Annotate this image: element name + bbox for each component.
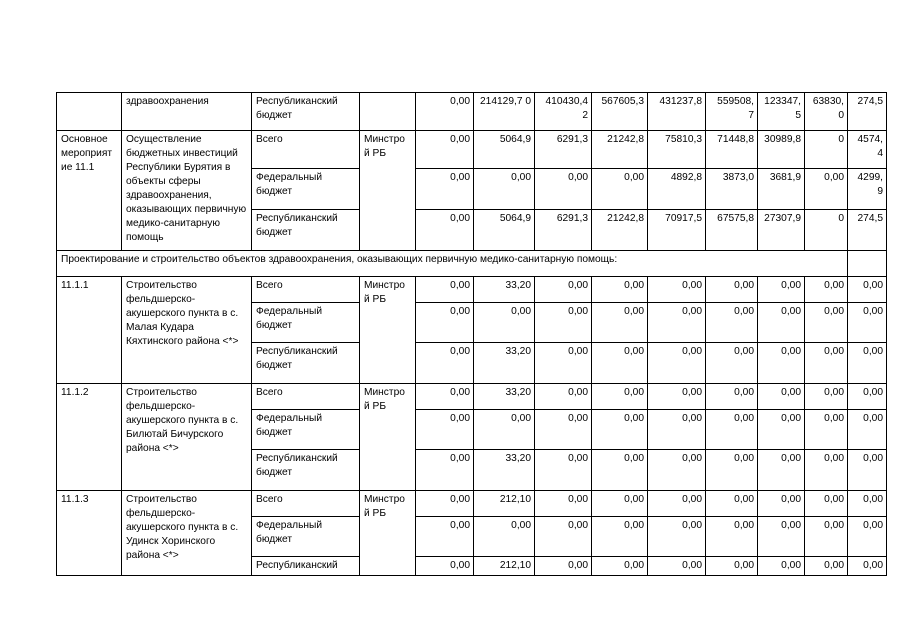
- value-cell: 4574, 4: [848, 131, 887, 169]
- budget-table: [56, 92, 887, 576]
- value-cell: 0,00: [805, 343, 848, 384]
- value-cell: 0,00: [416, 277, 474, 303]
- value-cell: 71448,8: [706, 131, 758, 169]
- value-cell: 0,00: [535, 384, 592, 410]
- value-cell: 0,00: [592, 277, 648, 303]
- org-cell: Минстро й РБ: [360, 277, 416, 384]
- value-cell: 6291,3: [535, 210, 592, 251]
- source-cell: Республиканский бюджет: [252, 93, 360, 131]
- table-row: [57, 251, 887, 277]
- value-cell: 0,00: [758, 450, 805, 491]
- value-cell: 33,20: [474, 450, 535, 491]
- value-cell: 0,00: [592, 450, 648, 491]
- section-title: Проектирование и строительство объектов здравоохранения, оказывающих первичную медико-санитарную помощь:: [57, 251, 848, 277]
- value-cell: 0,00: [648, 557, 706, 576]
- value-cell: 0,00: [535, 169, 592, 210]
- value-cell: 0,00: [416, 303, 474, 343]
- value-cell: 0,00: [805, 169, 848, 210]
- value-cell: 431237,8: [648, 93, 706, 131]
- table-row: [57, 131, 887, 169]
- value-cell: 0,00: [848, 517, 887, 557]
- value-cell: 0,00: [758, 410, 805, 450]
- value-cell: 0,00: [848, 343, 887, 384]
- value-cell: 0,00: [648, 450, 706, 491]
- value-cell: 0,00: [706, 410, 758, 450]
- value-cell: 27307,9: [758, 210, 805, 251]
- value-cell: 0,00: [805, 277, 848, 303]
- value-cell: 33,20: [474, 277, 535, 303]
- name-cell: Осуществление бюджетных инвестиций Республики Бурятия в объекты сферы здравоохранения, оказывающих первичную медико-санитарную помощь: [122, 131, 252, 251]
- value-cell: 0,00: [535, 557, 592, 576]
- value-cell: 0,00: [758, 557, 805, 576]
- value-cell: 0,00: [592, 517, 648, 557]
- value-cell: 0,00: [416, 557, 474, 576]
- value-cell: 0,00: [592, 169, 648, 210]
- value-cell: 0,00: [848, 303, 887, 343]
- value-cell: 0,00: [592, 303, 648, 343]
- value-cell: 0,00: [648, 384, 706, 410]
- value-cell: 0,00: [805, 450, 848, 491]
- value-cell: 4299, 9: [848, 169, 887, 210]
- source-cell: Федеральный бюджет: [252, 169, 360, 210]
- value-cell: 0,00: [474, 303, 535, 343]
- org-cell: Минстро й РБ: [360, 384, 416, 491]
- table-row: [57, 384, 887, 410]
- value-cell: 0,00: [648, 343, 706, 384]
- value-cell: 75810,3: [648, 131, 706, 169]
- value-cell: 274,5: [848, 93, 887, 131]
- value-cell: 0,00: [474, 410, 535, 450]
- value-cell: 21242,8: [592, 210, 648, 251]
- value-cell: 0,00: [805, 410, 848, 450]
- source-cell: Федеральный бюджет: [252, 517, 360, 557]
- value-cell: 0,00: [592, 491, 648, 517]
- value-cell: 0,00: [706, 557, 758, 576]
- value-cell: 21242,8: [592, 131, 648, 169]
- value-cell: 0: [805, 131, 848, 169]
- value-cell: 0,00: [416, 517, 474, 557]
- value-cell: 0,00: [706, 277, 758, 303]
- value-cell: 5064,9: [474, 131, 535, 169]
- value-cell: 0,00: [758, 303, 805, 343]
- table-row: [57, 491, 887, 517]
- value-cell: 0,00: [535, 410, 592, 450]
- value-cell: 123347, 5: [758, 93, 805, 131]
- value-cell: 214129,7 0: [474, 93, 535, 131]
- value-cell: 63830,0: [805, 93, 848, 131]
- source-cell: Всего: [252, 277, 360, 303]
- value-cell: 567605,3: [592, 93, 648, 131]
- value-cell: 0,00: [648, 303, 706, 343]
- value-cell: 0,00: [535, 343, 592, 384]
- table-row: [57, 93, 887, 131]
- value-cell: 0,00: [706, 384, 758, 410]
- value-cell: 0,00: [648, 491, 706, 517]
- value-cell: 0,00: [592, 557, 648, 576]
- source-cell: Республиканский бюджет: [252, 343, 360, 384]
- value-cell: 0,00: [535, 303, 592, 343]
- value-cell: 0,00: [758, 384, 805, 410]
- value-cell: 4892,8: [648, 169, 706, 210]
- value-cell: 0,00: [592, 343, 648, 384]
- source-cell: Федеральный бюджет: [252, 410, 360, 450]
- code-cell: 11.1.3: [57, 491, 122, 576]
- budget-table-body: [57, 93, 887, 576]
- code-cell: 11.1.2: [57, 384, 122, 491]
- value-cell: 0,00: [848, 410, 887, 450]
- code-cell: 11.1.1: [57, 277, 122, 384]
- value-cell: 5064,9: [474, 210, 535, 251]
- value-cell: 0,00: [758, 491, 805, 517]
- name-cell: здравоохранения: [122, 93, 252, 131]
- value-cell: 0,00: [416, 450, 474, 491]
- value-cell: 33,20: [474, 384, 535, 410]
- value-cell: 0,00: [416, 491, 474, 517]
- value-cell: 0,00: [805, 491, 848, 517]
- value-cell: [848, 251, 887, 277]
- name-cell: Строительство фельдшерско-акушерского пункта в с. Билютай Бичурского района <*>: [122, 384, 252, 491]
- value-cell: 0,00: [706, 303, 758, 343]
- value-cell: 212,10: [474, 491, 535, 517]
- value-cell: 0,00: [416, 93, 474, 131]
- code-cell: Основное мероприят ие 11.1: [57, 131, 122, 251]
- value-cell: 0,00: [416, 384, 474, 410]
- value-cell: 30989,8: [758, 131, 805, 169]
- value-cell: 0,00: [805, 517, 848, 557]
- value-cell: 0,00: [848, 450, 887, 491]
- value-cell: 0,00: [706, 517, 758, 557]
- value-cell: 0,00: [648, 517, 706, 557]
- value-cell: 274,5: [848, 210, 887, 251]
- value-cell: 0,00: [848, 384, 887, 410]
- name-cell: Строительство фельдшерско-акушерского пункта в с. Малая Кудара Кяхтинского района <*>: [122, 277, 252, 384]
- value-cell: 0,00: [706, 343, 758, 384]
- value-cell: 3873,0: [706, 169, 758, 210]
- value-cell: 0,00: [416, 343, 474, 384]
- value-cell: 0,00: [592, 410, 648, 450]
- value-cell: 0,00: [805, 384, 848, 410]
- source-cell: Всего: [252, 131, 360, 169]
- name-cell: Строительство фельдшерско-акушерского пункта в с. Удинск Хоринского района <*>: [122, 491, 252, 576]
- value-cell: 0,00: [535, 277, 592, 303]
- value-cell: 6291,3: [535, 131, 592, 169]
- value-cell: 0,00: [706, 491, 758, 517]
- value-cell: 0,00: [706, 450, 758, 491]
- value-cell: 0,00: [848, 491, 887, 517]
- value-cell: 0: [805, 210, 848, 251]
- value-cell: 70917,5: [648, 210, 706, 251]
- table-row: [57, 277, 887, 303]
- value-cell: 212,10: [474, 557, 535, 576]
- source-cell: Всего: [252, 384, 360, 410]
- value-cell: 0,00: [535, 491, 592, 517]
- value-cell: 0,00: [416, 169, 474, 210]
- value-cell: 0,00: [758, 343, 805, 384]
- value-cell: 0,00: [648, 277, 706, 303]
- value-cell: 559508, 7: [706, 93, 758, 131]
- value-cell: 33,20: [474, 343, 535, 384]
- org-cell: [360, 93, 416, 131]
- value-cell: 0,00: [805, 303, 848, 343]
- value-cell: 3681,9: [758, 169, 805, 210]
- value-cell: 0,00: [848, 277, 887, 303]
- value-cell: 0,00: [648, 410, 706, 450]
- source-cell: Республиканский бюджет: [252, 450, 360, 491]
- value-cell: 0,00: [474, 169, 535, 210]
- org-cell: Минстро й РБ: [360, 131, 416, 251]
- code-cell: [57, 93, 122, 131]
- value-cell: 0,00: [416, 410, 474, 450]
- source-cell: Республиканский: [252, 557, 360, 576]
- value-cell: 0,00: [758, 277, 805, 303]
- source-cell: Федеральный бюджет: [252, 303, 360, 343]
- value-cell: 0,00: [416, 131, 474, 169]
- value-cell: 0,00: [535, 517, 592, 557]
- value-cell: 0,00: [758, 517, 805, 557]
- source-cell: Всего: [252, 491, 360, 517]
- source-cell: Республиканский бюджет: [252, 210, 360, 251]
- value-cell: 67575,8: [706, 210, 758, 251]
- value-cell: 0,00: [474, 517, 535, 557]
- org-cell: Минстро й РБ: [360, 491, 416, 576]
- value-cell: 0,00: [805, 557, 848, 576]
- value-cell: 0,00: [848, 557, 887, 576]
- value-cell: 0,00: [416, 210, 474, 251]
- value-cell: 0,00: [592, 384, 648, 410]
- value-cell: 410430,4 2: [535, 93, 592, 131]
- value-cell: 0,00: [535, 450, 592, 491]
